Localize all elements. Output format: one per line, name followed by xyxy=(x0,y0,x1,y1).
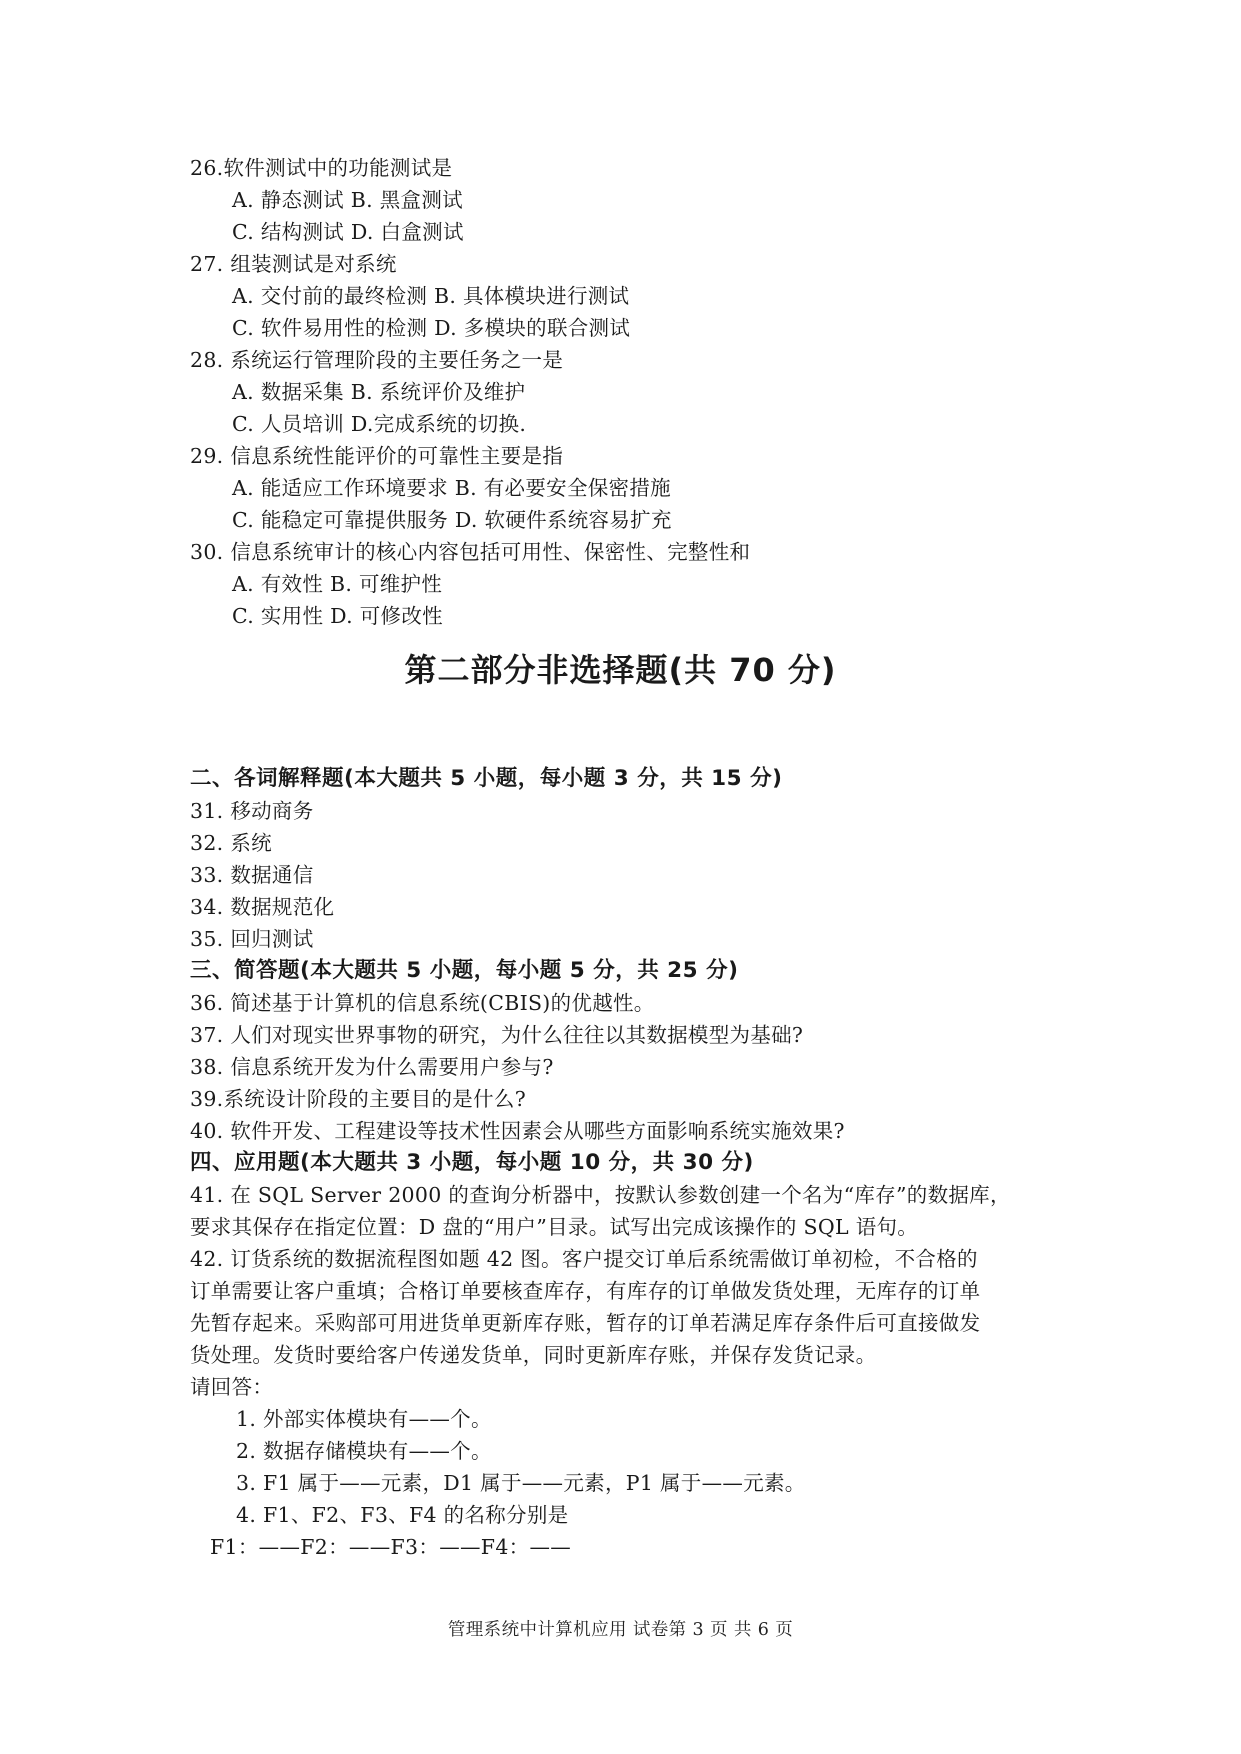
paragraph-line: 请回答： xyxy=(190,1375,274,1399)
options-row: C. 结构测试 D. 白盒测试 xyxy=(232,220,464,244)
part-two-title: 第二部分非选择题(共 70 分) xyxy=(404,651,837,689)
sub-question: 3. F1 属于——元素，D1 属于——元素，P1 属于——元素。 xyxy=(236,1471,806,1495)
paragraph-line: 42. 订货系统的数据流程图如题 42 图。客户提交订单后系统需做订单初检，不合格的 xyxy=(190,1247,978,1271)
list-item: 40. 软件开发、工程建设等技术性因素会从哪些方面影响系统实施效果? xyxy=(190,1119,845,1143)
section-heading: 三、简答题(本大题共 5 小题，每小题 5 分，共 25 分) xyxy=(190,958,739,983)
paragraph-line: 订单需要让客户重填；合格订单要核查库存，有库存的订单做发货处理，无库存的订单 xyxy=(190,1279,981,1303)
options-row: A. 静态测试 B. 黑盒测试 xyxy=(232,188,463,212)
list-item: 36. 简述基于计算机的信息系统(CBIS)的优越性。 xyxy=(190,991,655,1015)
question-stem: 30. 信息系统审计的核心内容包括可用性、保密性、完整性和 xyxy=(190,540,751,564)
section-heading: 二、各词解释题(本大题共 5 小题，每小题 3 分，共 15 分) xyxy=(190,766,783,791)
list-item: 34. 数据规范化 xyxy=(190,895,335,919)
options-row: C. 人员培训 D.完成系统的切换. xyxy=(232,412,527,436)
question-stem: 27. 组装测试是对系统 xyxy=(190,252,397,276)
sub-question: 4. F1、F2、F3、F4 的名称分别是 xyxy=(236,1503,569,1527)
fill-in-line: F1：——F2：——F3：——F4：—— xyxy=(210,1535,572,1559)
paragraph-line: 41. 在 SQL Server 2000 的查询分析器中，按默认参数创建一个名为“库存”的数据库， xyxy=(190,1183,1011,1207)
options-row: C. 能稳定可靠提供服务 D. 软硬件系统容易扩充 xyxy=(232,508,672,532)
paragraph-line: 先暂存起来。采购部可用进货单更新库存账，暂存的订单若满足库存条件后可直接做发 xyxy=(190,1311,981,1335)
list-item: 31. 移动商务 xyxy=(190,799,314,823)
list-item: 35. 回归测试 xyxy=(190,927,314,951)
sub-question: 1. 外部实体模块有——个。 xyxy=(236,1407,492,1431)
list-item: 38. 信息系统开发为什么需要用户参与? xyxy=(190,1055,554,1079)
paragraph-line: 货处理。发货时要给客户传递发货单，同时更新库存账，并保存发货记录。 xyxy=(190,1343,877,1367)
options-row: A. 有效性 B. 可维护性 xyxy=(232,572,443,596)
list-item: 32. 系统 xyxy=(190,831,272,855)
list-item: 37. 人们对现实世界事物的研究，为什么往往以其数据模型为基础? xyxy=(190,1023,804,1047)
list-item: 39.系统设计阶段的主要目的是什么? xyxy=(190,1087,526,1111)
question-stem: 26.软件测试中的功能测试是 xyxy=(190,156,453,180)
options-row: C. 软件易用性的检测 D. 多模块的联合测试 xyxy=(232,316,631,340)
paragraph-line: 要求其保存在指定位置：D 盘的“用户”目录。试写出完成该操作的 SQL 语句。 xyxy=(190,1215,919,1239)
question-stem: 29. 信息系统性能评价的可靠性主要是指 xyxy=(190,444,564,468)
section-heading: 四、应用题(本大题共 3 小题，每小题 10 分，共 30 分) xyxy=(190,1150,754,1175)
question-stem: 28. 系统运行管理阶段的主要任务之一是 xyxy=(190,348,564,372)
list-item: 33. 数据通信 xyxy=(190,863,314,887)
page-footer: 管理系统中计算机应用 试卷第 3 页 共 6 页 xyxy=(447,1620,794,1640)
sub-question: 2. 数据存储模块有——个。 xyxy=(236,1439,492,1463)
options-row: A. 能适应工作环境要求 B. 有必要安全保密措施 xyxy=(232,476,671,500)
options-row: C. 实用性 D. 可修改性 xyxy=(232,604,443,628)
options-row: A. 数据采集 B. 系统评价及维护 xyxy=(232,380,526,404)
options-row: A. 交付前的最终检测 B. 具体模块进行测试 xyxy=(232,284,630,308)
